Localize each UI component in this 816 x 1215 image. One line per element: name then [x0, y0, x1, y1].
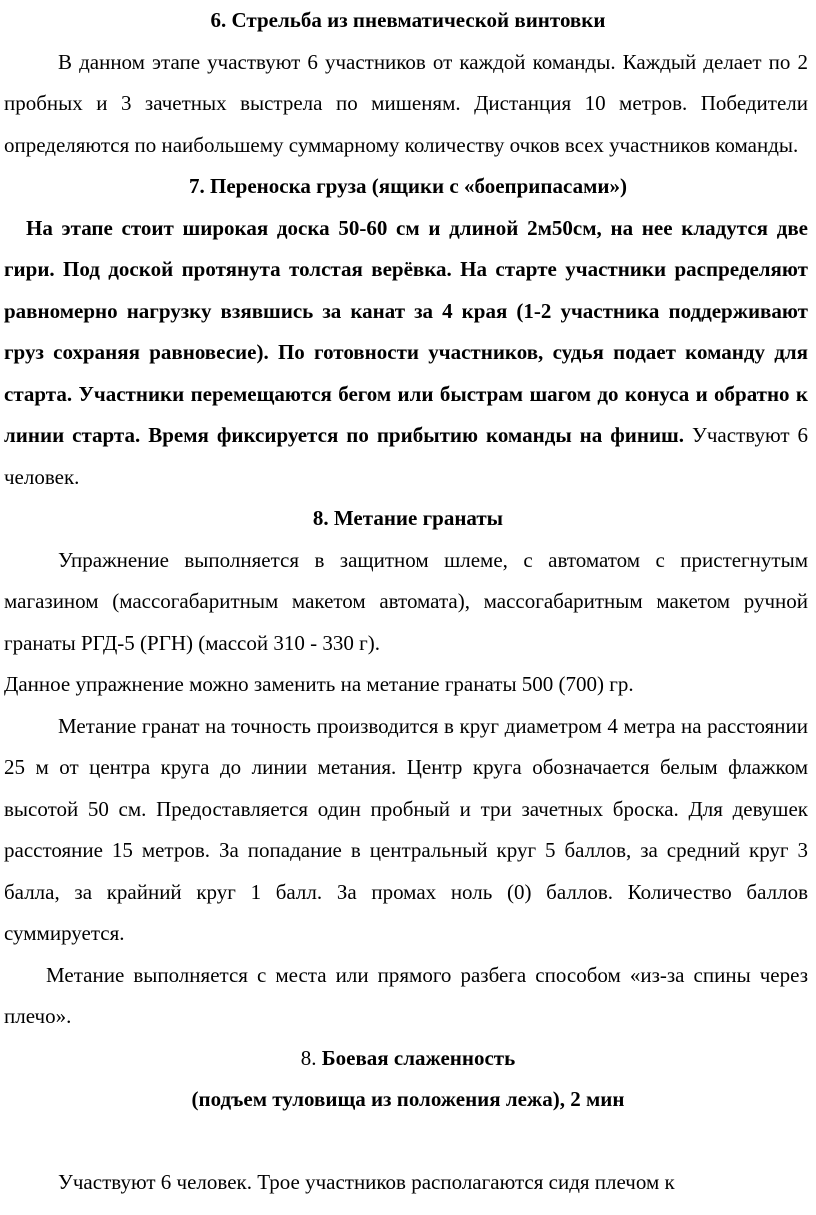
section-heading-shooting: 6. Стрельба из пневматической винтовки [210, 8, 606, 32]
section-heading-cargo: 7. Переноска груза (ящики с «боеприпасами») [189, 174, 627, 198]
paragraph-grenade-equipment: Упражнение выполняется в защитном шлеме, с автоматом с пристегнутым магазином (массогабаритным макетом автомата), массогабаритным макетом ручной гранаты РГД-5 (РГН) (массой 310 - 330 г). [4, 547, 808, 655]
paragraph-cargo-normal-text: Участвуют 6 человек. [4, 423, 808, 489]
paragraph-shooting: В данном этапе участвуют 6 участников от каждой команды. Каждый делает по 2 пробных и 3 зачетных выстрела по мишеням. Дистанция 10 метров. Победители определяются по наибольшему суммарному количеству очков всех участников команды. [4, 49, 808, 157]
paragraph-grenade-accuracy: Метание гранат на точность производится в круг диаметром 4 метра на расстоянии 25 м от центра круга до линии метания. Центр круга обозначается белым флажком высотой 50 см. Предоставляется один пробный и три зачетных броска. Для девушек расстояние 15 метров. За попадание в центральный круг 5 баллов, за средний круг 3 балла, за крайний круг 1 балл. За промах ноль (0) баллов. Количество баллов суммируется. [4, 713, 808, 945]
paragraph-grenade-replacement: Данное упражнение можно заменить на метание гранаты 500 (700) гр. [4, 672, 634, 696]
paragraph-cargo [0, 208, 816, 499]
section-heading-grenade: 8. Метание гранаты [312, 506, 504, 530]
section-subheading-teamwork: (подъем туловища из положения лежа), 2 мин [191, 1087, 625, 1111]
blank-line [0, 1121, 816, 1163]
section-heading-teamwork-number: 8. [300, 1045, 317, 1070]
paragraph-cargo-bold-text: На этапе стоит широкая доска 50-60 см и длиной 2м50см, на нее кладутся две гири. Под доской протянута толстая верёвка. На старте участники распределяют равномерно нагрузку взявшись за канат за 4 края (1-2 участника поддерживают груз сохраняя равновесие). По готовности участников, судья подает команду для старта. Участники перемещаются бегом или быстрам шагом до конуса и обратно к линии старта. Время фиксируется по прибытию команды на финиш. [4, 215, 808, 447]
paragraph-grenade-technique: Метание выполняется с места или прямого разбега способом «из-за спины через плечо». [4, 962, 808, 1028]
section-heading-teamwork [0, 1038, 816, 1080]
section-heading-teamwork-title: Боевая слаженность [321, 1045, 516, 1070]
paragraph-teamwork: Участвуют 6 человек. Трое участников располагаются сидя плечом к [58, 1170, 675, 1194]
